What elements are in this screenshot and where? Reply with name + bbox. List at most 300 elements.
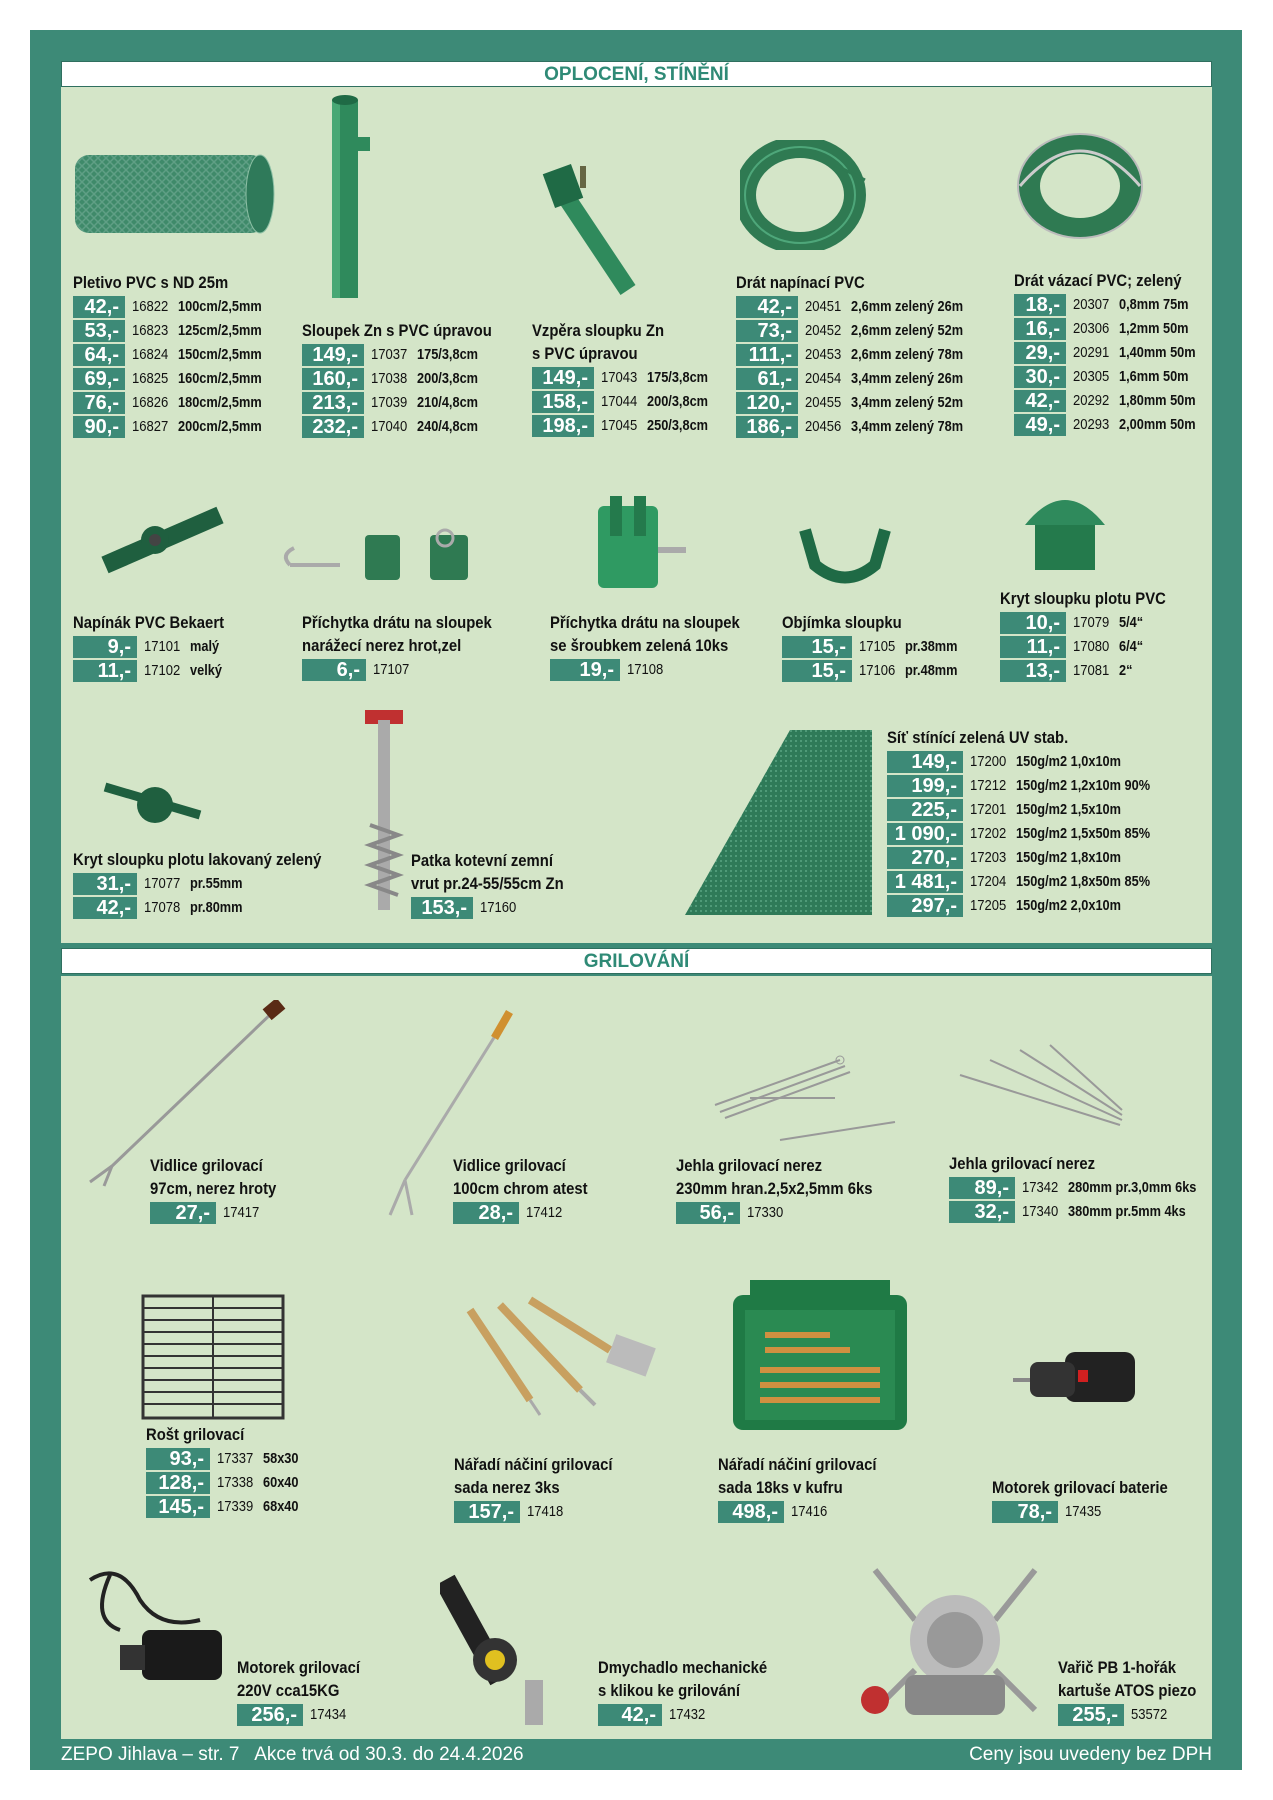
- product-code: 20306: [1073, 321, 1110, 337]
- product-mesh-fence: [73, 272, 273, 439]
- price-row: [73, 319, 273, 343]
- product-fence-post: [302, 320, 513, 439]
- product-title: Vařič PB 1-hořák: [1058, 1659, 1177, 1677]
- price-row: [237, 1703, 374, 1727]
- product-code: 17081: [1073, 663, 1110, 679]
- price-row: [550, 658, 761, 682]
- product-title: Rošt grilovací: [146, 1426, 245, 1444]
- product-title: narážecí nerez hrot,zel: [302, 637, 462, 655]
- product-title: Drát vázací PVC; zelený: [1014, 272, 1182, 290]
- price-row: [73, 415, 273, 439]
- price-tag: 29,-: [1014, 342, 1066, 364]
- product-code: 17106: [859, 663, 896, 679]
- grill-grate-image: [140, 1293, 290, 1423]
- price-tag: 128,-: [146, 1472, 210, 1494]
- price-tag: 6,-: [302, 659, 366, 681]
- tension-wire-coil-image: [740, 140, 870, 250]
- product-code: 17204: [970, 874, 1007, 890]
- product-ground-anchor: [411, 850, 581, 920]
- price-row: [1000, 635, 1184, 659]
- price-tag: 11,-: [1000, 636, 1066, 658]
- product-code: 16827: [132, 419, 169, 435]
- product-spec: 3,4mm zelený 26m: [851, 371, 964, 387]
- price-tag: 42,-: [73, 897, 137, 919]
- price-tag: 186,-: [736, 416, 798, 438]
- product-code: 17417: [223, 1205, 260, 1221]
- product-spec: pr.38mm: [905, 639, 958, 655]
- price-tag: 93,-: [146, 1448, 210, 1470]
- product-spec: 180cm/2,5mm: [178, 395, 263, 411]
- price-row: [302, 415, 513, 439]
- product-code: 20293: [1073, 417, 1110, 433]
- price-row: [1014, 389, 1206, 413]
- product-code: 17080: [1073, 639, 1110, 655]
- product-spec: 2,00mm 50m: [1119, 417, 1196, 433]
- product-spec: 160cm/2,5mm: [178, 371, 263, 387]
- product-spec: 150g/m2 1,2x10m 90%: [1016, 778, 1151, 794]
- product-code: 17201: [970, 802, 1007, 818]
- price-tag: 27,-: [150, 1202, 216, 1224]
- product-code: 17203: [970, 850, 1007, 866]
- product-spec: 210/4,8cm: [417, 395, 479, 411]
- price-tag: 16,-: [1014, 318, 1066, 340]
- product-title: Patka kotevní zemní: [411, 852, 553, 870]
- price-row: [887, 894, 1169, 918]
- price-tag: 145,-: [146, 1496, 210, 1518]
- product-code: 16824: [132, 347, 169, 363]
- product-code: 20456: [805, 419, 842, 435]
- product-title: Vidlice grilovací: [150, 1157, 263, 1175]
- price-tag: 19,-: [550, 659, 620, 681]
- product-spec: 100cm/2,5mm: [178, 299, 263, 315]
- product-wire-tensioner: [73, 612, 241, 683]
- product-spec: 2,6mm zelený 78m: [851, 347, 964, 363]
- price-tag: 213,-: [302, 392, 364, 414]
- price-tag: 297,-: [887, 895, 963, 917]
- product-title: Vzpěra sloupku Zn: [532, 322, 665, 340]
- price-row: [532, 366, 717, 390]
- product-code: 17330: [747, 1205, 784, 1221]
- product-title: Sloupek Zn s PVC úpravou: [302, 322, 492, 340]
- product-spec: 200/3,8cm: [417, 371, 479, 387]
- product-spec: 150g/m2 1,5x10m: [1016, 802, 1122, 818]
- product-code: 17412: [526, 1205, 563, 1221]
- section-header-fencing: OPLOCENÍ, STÍNĚNÍ: [61, 61, 1212, 87]
- price-tag: 53,-: [73, 320, 125, 342]
- product-title: Příchytka drátu na sloupek: [550, 614, 740, 632]
- price-tag: 153,-: [411, 897, 473, 919]
- product-title: 100cm chrom atest: [453, 1180, 588, 1198]
- price-row: [736, 343, 979, 367]
- product-code: 17432: [669, 1707, 706, 1723]
- product-code: 17044: [601, 394, 638, 410]
- product-post-clamp: [782, 612, 965, 683]
- price-row: [1014, 317, 1206, 341]
- product-spec: malý: [190, 639, 220, 655]
- product-spec: 150g/m2 2,0x10m: [1016, 898, 1122, 914]
- product-spec: 58x30: [263, 1451, 299, 1467]
- price-tag: 78,-: [992, 1501, 1058, 1523]
- price-tag: 42,-: [598, 1704, 662, 1726]
- product-spec: 3,4mm zelený 78m: [851, 419, 964, 435]
- product-grill-grate: [146, 1424, 304, 1519]
- product-gas-stove: [1058, 1657, 1212, 1727]
- product-spec: 150cm/2,5mm: [178, 347, 263, 363]
- price-tag: 149,-: [532, 367, 594, 389]
- price-tag: 49,-: [1014, 414, 1066, 436]
- price-row: [411, 896, 581, 920]
- price-row: [302, 658, 513, 682]
- product-spec: 200/3,8cm: [647, 394, 709, 410]
- price-tag: 149,-: [302, 344, 364, 366]
- product-code: 17202: [970, 826, 1007, 842]
- grill-skewers-280-image: [950, 1040, 1130, 1130]
- product-spec: 150g/m2 1,0x10m: [1016, 754, 1122, 770]
- product-code: 17340: [1022, 1204, 1059, 1220]
- product-title: Pletivo PVC s ND 25m: [73, 274, 229, 292]
- product-title: s klikou ke grilování: [598, 1682, 740, 1700]
- product-grill-skewers-280: [949, 1153, 1214, 1224]
- product-title: Kryt sloupku plotu lakovaný zelený: [73, 851, 322, 869]
- price-tag: 90,-: [73, 416, 125, 438]
- price-tag: 56,-: [676, 1202, 740, 1224]
- product-wire-clip-nail: [302, 612, 513, 682]
- wire-clip-screw-image: [590, 488, 690, 598]
- product-code: 17108: [627, 662, 664, 678]
- price-tag: 111,-: [736, 344, 798, 366]
- price-row: [532, 390, 717, 414]
- product-spec: 380mm pr.5mm 4ks: [1068, 1204, 1187, 1220]
- price-tag: 232,-: [302, 416, 364, 438]
- wire-tensioner-image: [100, 505, 230, 575]
- price-row: [73, 896, 349, 920]
- price-row: [454, 1500, 630, 1524]
- shade-net-image: [680, 725, 880, 925]
- product-spec: 1,6mm 50m: [1119, 369, 1189, 385]
- post-clamp-image: [795, 515, 895, 595]
- ground-anchor-image: [360, 705, 410, 920]
- product-code: 20452: [805, 323, 842, 339]
- product-title: Příchytka drátu na sloupek: [302, 614, 492, 632]
- price-row: [1014, 365, 1206, 389]
- product-title: 230mm hran.2,5x2,5mm 6ks: [676, 1180, 873, 1198]
- product-binding-wire: [1014, 270, 1206, 437]
- price-tag: 15,-: [782, 660, 852, 682]
- price-tag: 31,-: [73, 873, 137, 895]
- product-spec: 175/3,8cm: [647, 370, 709, 386]
- product-spec: 280mm pr.3,0mm 6ks: [1068, 1180, 1197, 1196]
- product-spec: 150g/m2 1,8x50m 85%: [1016, 874, 1151, 890]
- price-tag: 89,-: [949, 1177, 1015, 1199]
- product-code: 17102: [144, 663, 181, 679]
- product-code: 17079: [1073, 615, 1110, 631]
- product-spec: 1,2mm 50m: [1119, 321, 1189, 337]
- product-spec: 3,4mm zelený 52m: [851, 395, 964, 411]
- price-tag: 30,-: [1014, 366, 1066, 388]
- product-code: 17434: [310, 1707, 347, 1723]
- product-spec: 68x40: [263, 1499, 299, 1515]
- product-code: 16825: [132, 371, 169, 387]
- product-code: 20305: [1073, 369, 1110, 385]
- price-row: [782, 659, 965, 683]
- product-code: 20455: [805, 395, 842, 411]
- product-title: vrut pr.24-55/55cm Zn: [411, 875, 564, 893]
- price-row: [146, 1447, 304, 1471]
- bellows-blower-image: [440, 1560, 580, 1730]
- price-row: [676, 1201, 894, 1225]
- product-spec: 0,8mm 75m: [1119, 297, 1189, 313]
- product-title: Vidlice grilovací: [453, 1157, 566, 1175]
- product-title: Dmychadlo mechanické: [598, 1659, 768, 1677]
- product-wire-clip-screw: [550, 612, 761, 682]
- product-code: 17045: [601, 418, 638, 434]
- product-spec: velký: [190, 663, 223, 679]
- product-title: se šroubkem zelená 10ks: [550, 637, 729, 655]
- price-tag: 64,-: [73, 344, 125, 366]
- product-code: 20291: [1073, 345, 1110, 361]
- post-cap-lacquered-image: [100, 775, 210, 835]
- price-tag: 1 090,-: [887, 823, 963, 845]
- grill-tools-case-image: [730, 1275, 910, 1435]
- price-tag: 10,-: [1000, 612, 1066, 634]
- price-row: [949, 1200, 1214, 1224]
- price-row: [598, 1703, 786, 1727]
- price-row: [887, 846, 1169, 870]
- price-tag: 157,-: [454, 1501, 520, 1523]
- product-spec: pr.80mm: [190, 900, 243, 916]
- product-title: Motorek grilovací: [237, 1659, 360, 1677]
- product-code: 20453: [805, 347, 842, 363]
- price-tag: 498,-: [718, 1501, 784, 1523]
- product-spec: 250/3,8cm: [647, 418, 709, 434]
- product-code: 17105: [859, 639, 896, 655]
- product-code: 17418: [527, 1504, 564, 1520]
- product-title: Nářadí náčiní grilovací: [718, 1456, 877, 1474]
- product-title: Síť stínící zelená UV stab.: [887, 729, 1069, 747]
- grill-motor-battery-image: [1010, 1340, 1140, 1440]
- price-row: [887, 774, 1169, 798]
- product-code: 17338: [217, 1475, 254, 1491]
- price-row: [73, 295, 273, 319]
- price-tag: 42,-: [736, 296, 798, 318]
- price-row: [302, 343, 513, 367]
- product-code: 20451: [805, 299, 842, 315]
- price-row: [887, 822, 1169, 846]
- price-tag: 120,-: [736, 392, 798, 414]
- price-row: [1014, 413, 1206, 437]
- product-title: sada 18ks v kufru: [718, 1479, 843, 1497]
- wire-clips-nail-image: [280, 520, 500, 590]
- product-code: 17043: [601, 370, 638, 386]
- product-code: 17078: [144, 900, 181, 916]
- price-tag: 32,-: [949, 1201, 1015, 1223]
- price-tag: 160,-: [302, 368, 364, 390]
- price-row: [1014, 341, 1206, 365]
- price-tag: 69,-: [73, 368, 125, 390]
- price-row: [73, 367, 273, 391]
- footer-right-text: Ceny jsou uvedeny bez DPH: [969, 1744, 1212, 1765]
- mesh-roll-image: [70, 150, 280, 240]
- price-tag: 255,-: [1058, 1704, 1124, 1726]
- product-code: 17107: [373, 662, 410, 678]
- product-title: Motorek grilovací baterie: [992, 1479, 1168, 1497]
- product-tension-wire: [736, 272, 979, 439]
- price-row: [73, 391, 273, 415]
- price-tag: 11,-: [73, 660, 137, 682]
- product-code: 20292: [1073, 393, 1110, 409]
- price-tag: 76,-: [73, 392, 125, 414]
- price-row: [73, 635, 241, 659]
- product-grill-motor-220v: [237, 1657, 374, 1727]
- price-tag: 13,-: [1000, 660, 1066, 682]
- product-spec: 200cm/2,5mm: [178, 419, 263, 435]
- price-row: [302, 367, 513, 391]
- product-title: sada nerez 3ks: [454, 1479, 560, 1497]
- product-spec: 2,6mm zelený 26m: [851, 299, 964, 315]
- product-bellows-blower: [598, 1657, 786, 1727]
- product-title: Kryt sloupku plotu PVC: [1000, 590, 1166, 608]
- product-code: 20307: [1073, 297, 1110, 313]
- product-code: 17205: [970, 898, 1007, 914]
- page-footer: [61, 1742, 1212, 1768]
- product-code: 17101: [144, 639, 181, 655]
- post-brace-image: [538, 158, 638, 298]
- product-title: Jehla grilovací nerez: [949, 1155, 1096, 1173]
- price-row: [1014, 293, 1206, 317]
- product-spec: pr.48mm: [905, 663, 958, 679]
- grill-tools-3pc-image: [450, 1290, 670, 1420]
- product-grill-motor-battery: [992, 1477, 1187, 1524]
- price-tag: 199,-: [887, 775, 963, 797]
- price-row: [887, 750, 1169, 774]
- product-code: 17039: [371, 395, 408, 411]
- price-tag: 198,-: [532, 415, 594, 437]
- product-title: s PVC úpravou: [532, 345, 638, 363]
- footer-left-text: ZEPO Jihlava – str. 7 Akce trvá od 30.3. do 24.4.2026: [61, 1744, 524, 1765]
- product-code: 17337: [217, 1451, 254, 1467]
- product-spec: 5/4“: [1119, 615, 1144, 631]
- product-code: 17040: [371, 419, 408, 435]
- product-grill-tools-case: [718, 1454, 894, 1524]
- price-row: [1000, 611, 1184, 635]
- product-code: 17160: [480, 900, 517, 916]
- gas-stove-image: [855, 1560, 1055, 1730]
- price-row: [453, 1201, 603, 1225]
- price-row: [887, 870, 1169, 894]
- product-code: 17416: [791, 1504, 828, 1520]
- post-cap-pvc-image: [1020, 480, 1110, 580]
- price-row: [73, 872, 349, 896]
- product-code: 53572: [1131, 1707, 1168, 1723]
- price-row: [1058, 1703, 1212, 1727]
- product-title: 97cm, nerez hroty: [150, 1180, 277, 1198]
- product-spec: 125cm/2,5mm: [178, 323, 263, 339]
- price-tag: 149,-: [887, 751, 963, 773]
- product-code: 16822: [132, 299, 169, 315]
- product-title: Nářadí náčiní grilovací: [454, 1456, 613, 1474]
- binding-wire-coil-image: [1010, 126, 1150, 246]
- price-row: [736, 367, 979, 391]
- product-code: 16826: [132, 395, 169, 411]
- price-tag: 18,-: [1014, 294, 1066, 316]
- product-title: Objímka sloupku: [782, 614, 902, 632]
- grill-skewers-230-image: [710, 1040, 900, 1150]
- product-spec: 240/4,8cm: [417, 419, 479, 435]
- product-spec: 150g/m2 1,5x50m 85%: [1016, 826, 1151, 842]
- product-code: 17200: [970, 754, 1007, 770]
- product-spec: 2“: [1119, 663, 1133, 679]
- product-grill-tools-3pc: [454, 1454, 630, 1524]
- price-row: [146, 1471, 304, 1495]
- product-post-cap-pvc: [1000, 588, 1184, 683]
- product-title: Napínák PVC Bekaert: [73, 614, 225, 632]
- product-spec: 150g/m2 1,8x10m: [1016, 850, 1122, 866]
- price-tag: 9,-: [73, 636, 137, 658]
- product-spec: pr.55mm: [190, 876, 243, 892]
- product-spec: 2,6mm zelený 52m: [851, 323, 964, 339]
- product-post-brace: [532, 320, 717, 438]
- product-grill-fork-97: [150, 1155, 290, 1225]
- product-code: 17339: [217, 1499, 254, 1515]
- price-row: [302, 391, 513, 415]
- grill-motor-220v-image: [80, 1560, 230, 1700]
- product-post-cap-lacquered: [73, 849, 349, 920]
- product-code: 17435: [1065, 1504, 1102, 1520]
- product-title: Drát napínací PVC: [736, 274, 865, 292]
- product-spec: 6/4“: [1119, 639, 1144, 655]
- price-tag: 15,-: [782, 636, 852, 658]
- product-spec: 60x40: [263, 1475, 299, 1491]
- price-tag: 73,-: [736, 320, 798, 342]
- price-row: [736, 295, 979, 319]
- product-title: Jehla grilovací nerez: [676, 1157, 823, 1175]
- fence-post-image: [320, 92, 380, 302]
- price-row: [949, 1176, 1214, 1200]
- price-tag: 1 481,-: [887, 871, 963, 893]
- product-spec: 1,80mm 50m: [1119, 393, 1196, 409]
- product-code: 17037: [371, 347, 408, 363]
- price-tag: 158,-: [532, 391, 594, 413]
- price-tag: 42,-: [73, 296, 125, 318]
- price-row: [992, 1500, 1187, 1524]
- price-row: [532, 414, 717, 438]
- product-code: 16823: [132, 323, 169, 339]
- price-row: [887, 798, 1169, 822]
- price-row: [73, 659, 241, 683]
- price-row: [736, 415, 979, 439]
- price-row: [1000, 659, 1184, 683]
- price-row: [718, 1500, 894, 1524]
- price-row: [73, 343, 273, 367]
- price-tag: 225,-: [887, 799, 963, 821]
- price-row: [150, 1201, 290, 1225]
- product-code: 17212: [970, 778, 1007, 794]
- section-header-grilling: GRILOVÁNÍ: [61, 948, 1212, 974]
- price-row: [146, 1495, 304, 1519]
- price-row: [736, 391, 979, 415]
- product-code: 20454: [805, 371, 842, 387]
- product-title: kartuše ATOS piezo: [1058, 1682, 1197, 1700]
- product-title: 220V cca15KG: [237, 1682, 340, 1700]
- price-tag: 270,-: [887, 847, 963, 869]
- product-code: 17038: [371, 371, 408, 387]
- price-tag: 61,-: [736, 368, 798, 390]
- product-code: 17342: [1022, 1180, 1059, 1196]
- product-shade-net: [887, 727, 1169, 918]
- product-spec: 175/3,8cm: [417, 347, 479, 363]
- price-tag: 42,-: [1014, 390, 1066, 412]
- product-spec: 1,40mm 50m: [1119, 345, 1196, 361]
